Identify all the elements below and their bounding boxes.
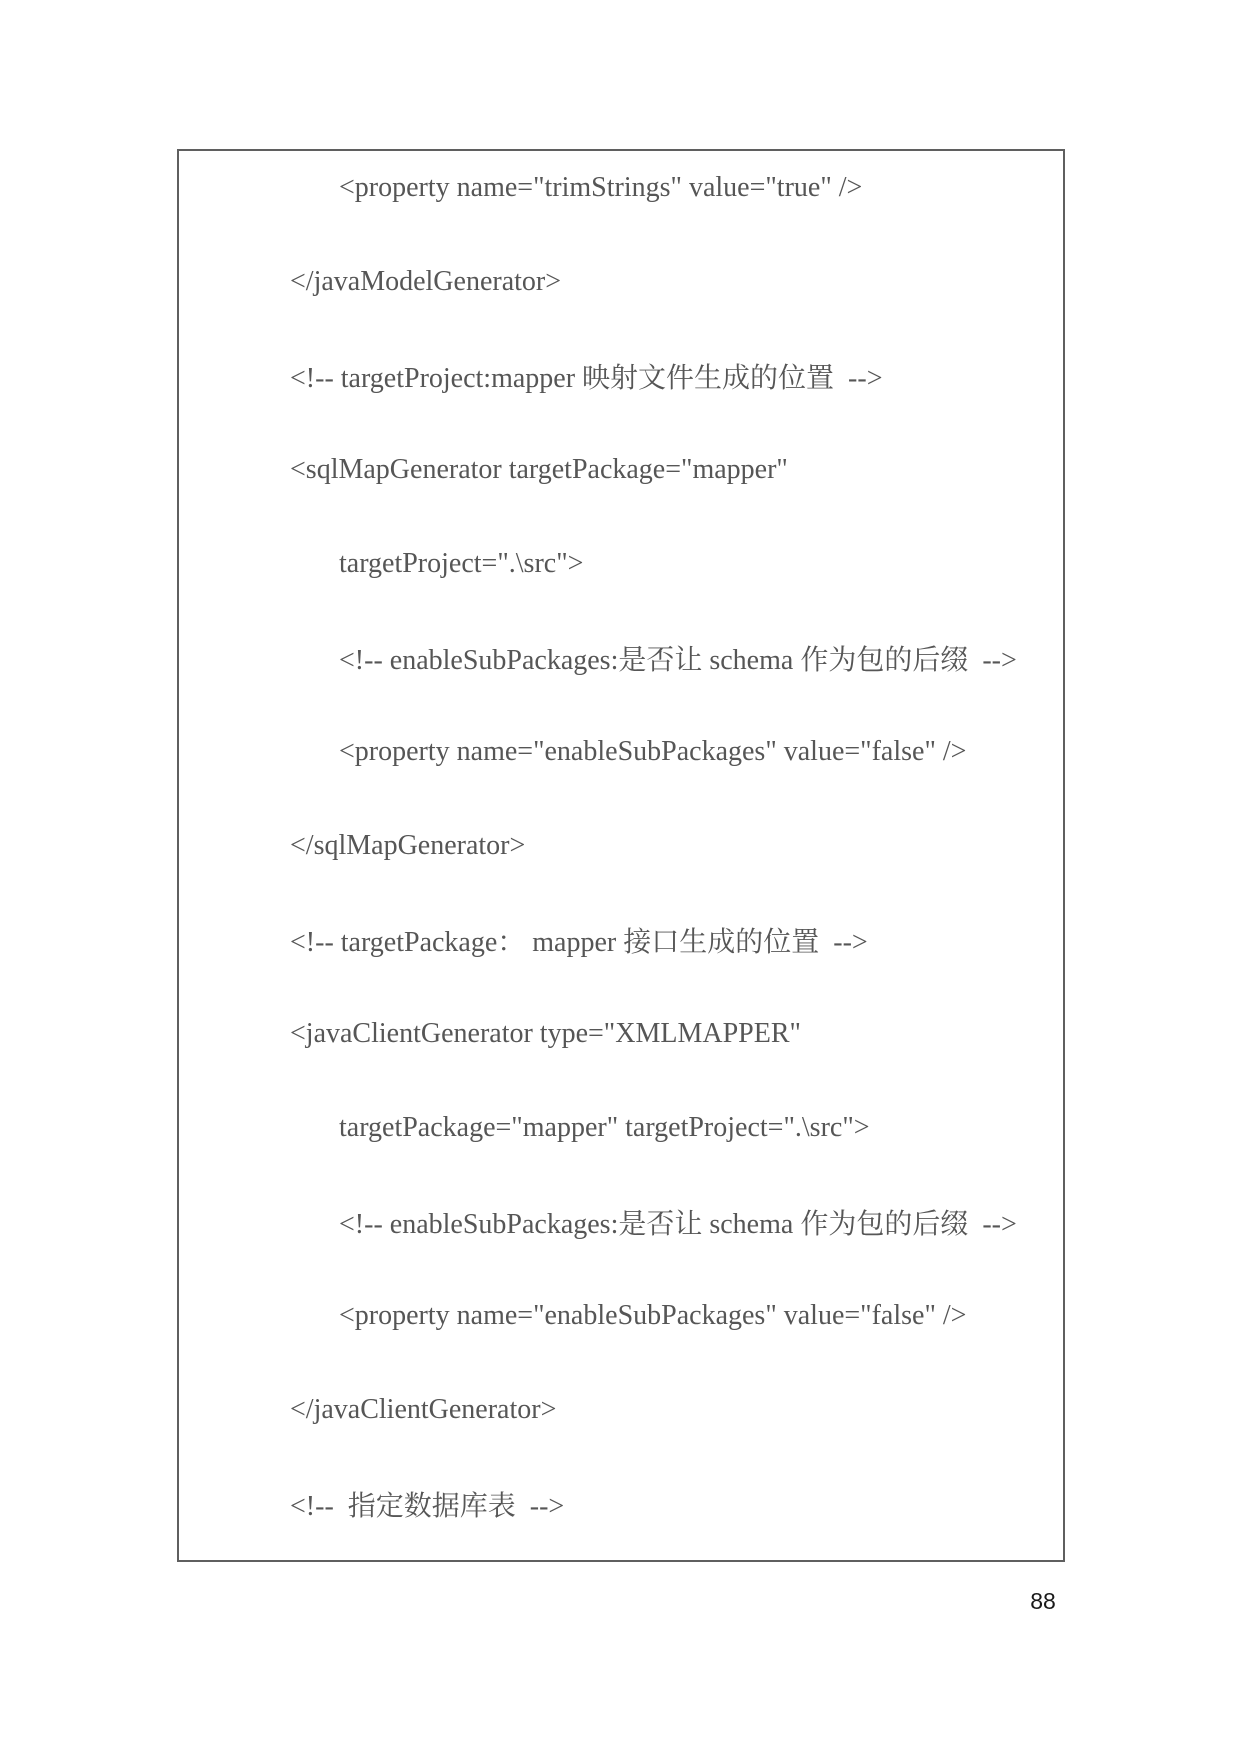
code-block-border (177, 149, 1065, 1562)
code-line: <property name="trimStrings" value="true" /> (339, 172, 863, 203)
code-line: </javaModelGenerator> (290, 266, 562, 297)
code-line: targetPackage="mapper" targetProject=".\src"> (339, 1112, 870, 1143)
code-line: <javaClientGenerator type="XMLMAPPER" (290, 1018, 801, 1049)
code-lines (179, 141, 1063, 1551)
page-number: 88 (1030, 1588, 1056, 1614)
code-line: <!-- 指定数据库表 --> (290, 1491, 565, 1522)
code-line: <sqlMapGenerator targetPackage="mapper" (290, 454, 788, 485)
code-line: <!-- targetPackage： mapper 接口生成的位置 --> (290, 927, 868, 958)
code-line: <property name="enableSubPackages" value="false" /> (339, 1300, 967, 1331)
code-line: <property name="enableSubPackages" value="false" /> (339, 736, 967, 767)
code-line: <!-- enableSubPackages:是否让 schema 作为包的后缀 --> (339, 1209, 1017, 1240)
code-line: <!-- targetProject:mapper 映射文件生成的位置 --> (290, 363, 883, 394)
code-line: targetProject=".\src"> (339, 548, 584, 579)
code-line: <!-- enableSubPackages:是否让 schema 作为包的后缀 --> (339, 645, 1017, 676)
code-line: </sqlMapGenerator> (290, 830, 526, 861)
code-line: </javaClientGenerator> (290, 1394, 557, 1425)
